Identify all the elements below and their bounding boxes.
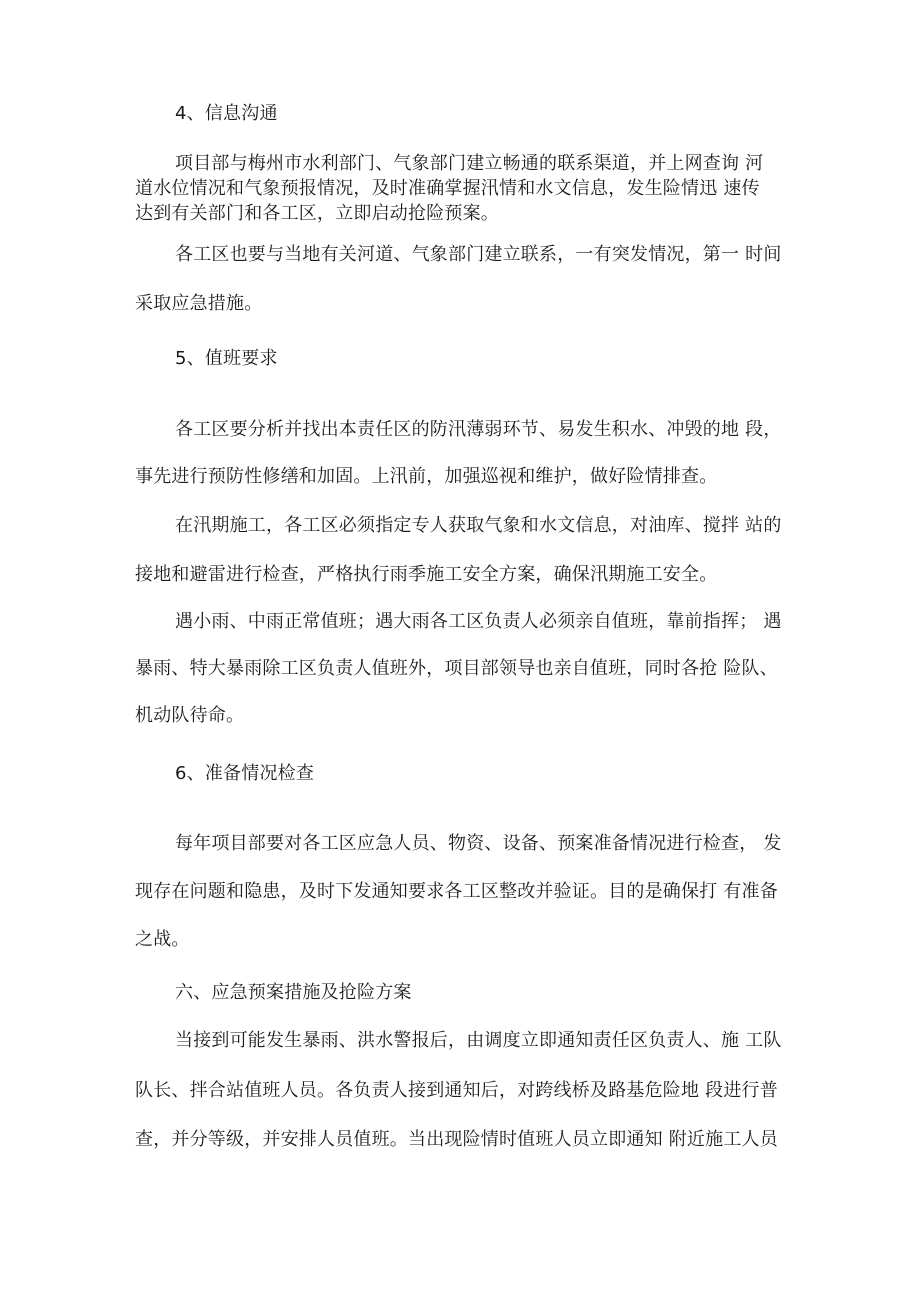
paragraph-line: 查，并分等级，并安排人员值班。当出现险情时值班人员立即通知 附近施工人员 xyxy=(135,1129,778,1150)
paragraph-line: 现存在问题和隐患，及时下发通知要求各工区整改并验证。目的是确保打 有准备 xyxy=(135,881,778,902)
paragraph-line: 项目部与梅州市水利部门、气象部门建立畅通的联系渠道，并上网查询 河 xyxy=(175,153,764,174)
paragraph-line: 每年项目部要对各工区应急人员、物资、设备、预案准备情况进行检查， 发 xyxy=(175,833,782,854)
paragraph-line: 遇小雨、中雨正常值班；遇大雨各工区负责人必须亲自值班，靠前指挥； 遇 xyxy=(175,611,782,632)
paragraph-line: 之战。 xyxy=(135,929,190,950)
paragraph-line: 在汛期施工，各工区必须指定专人获取气象和水文信息，对油库、搅拌 站的 xyxy=(175,515,782,536)
paragraph-line: 道水位情况和气象预报情况，及时准确掌握汛情和水文信息，发生险情迅 速传 xyxy=(135,178,760,199)
paragraph-line: 暴雨、特大暴雨除工区负责人值班外，项目部领导也亲自值班，同时各抢 险队、 xyxy=(135,658,778,679)
paragraph-line: 接地和避雷进行检查，严格执行雨季施工安全方案，确保汛期施工安全。 xyxy=(135,564,718,585)
paragraph-line: 各工区要分析并找出本责任区的防汛薄弱环节、易发生积水、冲毁的地 段， xyxy=(175,419,782,440)
paragraph-line: 机动队待命。 xyxy=(135,705,245,726)
section-heading-6: 6、准备情况检查 xyxy=(175,763,315,784)
paragraph-line: 各工区也要与当地有关河道、气象部门建立联系，一有突发情况，第一 时间 xyxy=(175,244,782,265)
section-heading-4: 4、信息沟通 xyxy=(175,103,278,124)
section-heading-5: 5、值班要求 xyxy=(175,348,278,369)
paragraph-line: 达到有关部门和各工区，立即启动抢险预案。 xyxy=(135,203,499,224)
section-heading-six: 六、应急预案措施及抢险方案 xyxy=(175,982,412,1003)
paragraph-line: 队长、拌合站值班人员。各负责人接到通知后，对跨线桥及路基危险地 段进行普 xyxy=(135,1080,778,1101)
paragraph-line: 采取应急措施。 xyxy=(135,293,263,314)
paragraph-line: 事先进行预防性修缮和加固。上汛前，加强巡视和维护，做好险情排查。 xyxy=(135,466,718,487)
paragraph-line: 当接到可能发生暴雨、洪水警报后，由调度立即通知责任区负责人、施 工队 xyxy=(175,1030,782,1051)
